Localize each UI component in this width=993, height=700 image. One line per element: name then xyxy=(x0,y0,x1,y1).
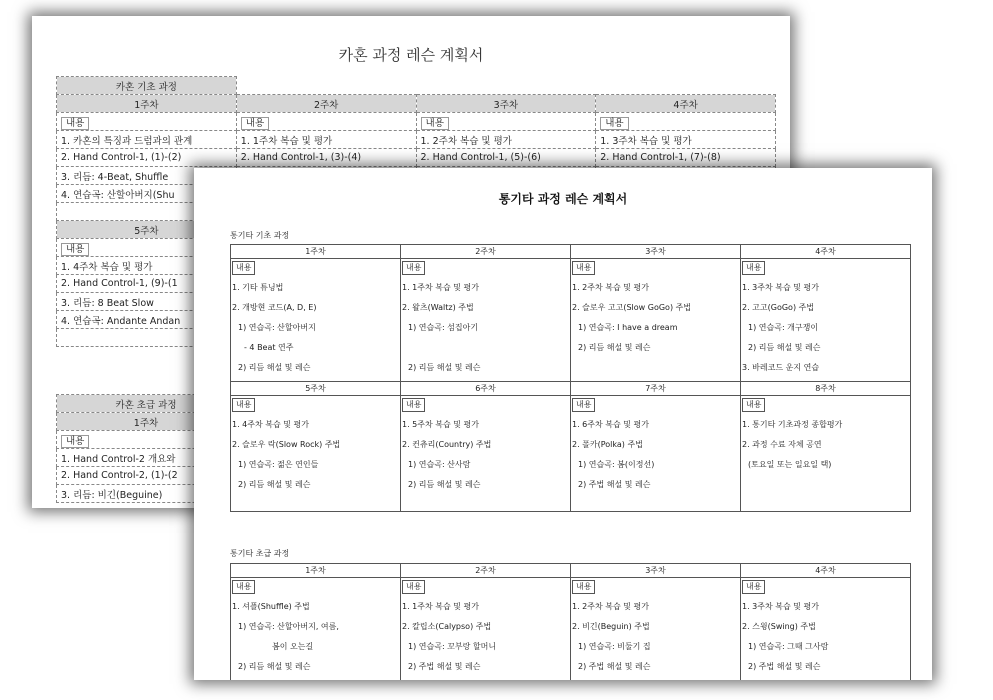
plan-line: 2. 칼립소(Calypso) 주법 xyxy=(402,622,492,631)
plan-line: 1) 연습곡: 봄(이정선) xyxy=(578,460,655,469)
week-cell xyxy=(231,259,401,382)
content-tag: 내용 xyxy=(572,580,595,594)
plan-line: 2) 리듬 해설 및 레슨 xyxy=(748,343,821,352)
week-header: 1주차 xyxy=(231,245,401,259)
week-cell xyxy=(231,578,401,681)
week-header: 2주차 xyxy=(236,95,416,113)
plan-line: 2) 리듬 해설 및 레슨 xyxy=(238,363,311,372)
content-label-cell xyxy=(236,113,416,131)
plan-line: 1) 연습곡: 섬집아기 xyxy=(408,323,479,332)
plan-line: 3. 리듬: 비긴(Beguine) xyxy=(57,485,236,503)
plan-line: 2. 과정 수료 자체 공연 xyxy=(742,440,822,449)
plan-line: 1) 연습곡: 산할아버지, 여름, xyxy=(238,622,339,631)
content-label: 내용 xyxy=(421,117,449,130)
week-header: 6주차 xyxy=(401,382,571,396)
plan-line: 2) 주법 해설 및 레슨 xyxy=(578,480,651,489)
content-tag: 내용 xyxy=(742,580,765,594)
week-header: 2주차 xyxy=(401,564,571,578)
content-tag: 내용 xyxy=(742,261,765,275)
plan-line: 2. 컨츄리(Country) 주법 xyxy=(402,440,492,449)
content-tag: 내용 xyxy=(742,398,765,412)
plan-line: 2) 리듬 해설 및 레슨 xyxy=(408,363,481,372)
week-header: 2주차 xyxy=(401,245,571,259)
plan-line: 2. 개방현 코드(A, D, E) xyxy=(232,303,317,312)
plan-line: 2) 리듬 해설 및 레슨 xyxy=(578,343,651,352)
plan-line: 3. 리듬: 8 Beat Slow xyxy=(57,293,237,311)
week-header: 3주차 xyxy=(571,564,741,578)
plan-line: 4. 연습곡: 산할아버지(Shu xyxy=(57,185,237,203)
content-tag: 내용 xyxy=(232,398,255,412)
content-tag: 내용 xyxy=(232,261,255,275)
plan-line: 2. Hand Control-1, (7)-(8) xyxy=(596,149,776,167)
week-cell xyxy=(571,396,741,512)
plan-line: 1. 3주차 복습 및 평가 xyxy=(742,283,819,292)
plan-line: 2. 고고(GoGo) 주법 xyxy=(742,303,815,312)
plan-line: 1. 4주차 복습 및 평가 xyxy=(232,420,309,429)
plan-line: 2. 스윙(Swing) 주법 xyxy=(742,622,816,631)
content-label: 내용 xyxy=(61,117,89,130)
plan-line: 1. 6주차 복습 및 평가 xyxy=(572,420,649,429)
plan-line: 1) 연습곡: 그때 그사람 xyxy=(748,642,829,651)
plan-line: 봄이 오는길 xyxy=(272,642,314,651)
plan-line: 2) 리듬 해설 및 레슨 xyxy=(408,480,481,489)
plan-line: 1) 연습곡: 산할아버지 xyxy=(238,323,316,332)
plan-line: 1. 2주차 복습 및 평가 xyxy=(572,602,649,611)
plan-line: 2. Hand Control-2, (1)-(2 xyxy=(57,467,236,485)
guitar-beginner-table xyxy=(230,563,911,680)
week-header: 1주차 xyxy=(57,413,236,431)
week-header: 5주차 xyxy=(57,221,237,239)
plan-line xyxy=(742,476,909,496)
content-tag: 내용 xyxy=(402,580,425,594)
week-header: 3주차 xyxy=(571,245,741,259)
plan-line: 1. 2주차 복습 및 평가 xyxy=(416,131,596,149)
week-header: 8주차 xyxy=(741,382,911,396)
plan-line: 2) 주법 해설 및 레슨 xyxy=(408,662,481,671)
plan-line: 1. 카혼의 특징과 드럼과의 관계 xyxy=(57,131,237,149)
guitar-plan-title: 통기타 과정 레슨 계획서 xyxy=(498,192,628,206)
plan-line: 4. 연습곡: Andante Andan xyxy=(57,311,237,329)
plan-line: 1. 3주차 복습 및 평가 xyxy=(742,602,819,611)
cajon-beginner-caption: 카혼 초급 과정 xyxy=(57,395,236,413)
content-label: 내용 xyxy=(61,435,89,448)
plan-line: 1) 연습곡: 꼬부랑 할머니 xyxy=(408,642,497,651)
plan-line: 1) 연습곡: I have a dream xyxy=(578,323,678,332)
guitar-basic-table xyxy=(230,244,911,512)
week-header: 4주차 xyxy=(596,95,776,113)
plan-line: 1. 3주차 복습 및 평가 xyxy=(596,131,776,149)
content-tag: 내용 xyxy=(232,580,255,594)
content-label-cell xyxy=(596,113,776,131)
plan-line: 1. 1주차 복습 및 평가 xyxy=(402,602,479,611)
plan-line: 2. Hand Control-1, (1)-(2) xyxy=(57,149,237,167)
plan-line: 1) 연습곡: 산사람 xyxy=(408,460,471,469)
guitar-plan-page xyxy=(194,168,932,680)
content-tag: 내용 xyxy=(572,398,595,412)
plan-line: 2. Hand Control-1, (9)-(1 xyxy=(57,275,237,293)
content-label: 내용 xyxy=(241,117,269,130)
plan-line: 2. 폴카(Polka) 주법 xyxy=(572,440,643,449)
week-header: 4주차 xyxy=(741,245,911,259)
plan-line: 1. 셔플(Shuffle) 주법 xyxy=(232,602,310,611)
week-header: 7주차 xyxy=(571,382,741,396)
plan-line: 2) 리듬 해설 및 레슨 xyxy=(238,662,311,671)
week-cell xyxy=(231,396,401,512)
week-header: 1주차 xyxy=(231,564,401,578)
plan-line: 1. 2주차 복습 및 평가 xyxy=(572,283,649,292)
content-tag: 내용 xyxy=(572,261,595,275)
content-label: 내용 xyxy=(61,243,89,256)
cajon-basic-caption: 카혼 기초 과정 xyxy=(57,77,237,95)
plan-line: 1. 5주차 복습 및 평가 xyxy=(402,420,479,429)
week-cell xyxy=(741,396,911,512)
plan-line: 2. 슬로우 고고(Slow GoGo) 주법 xyxy=(572,303,692,312)
week-cell xyxy=(401,396,571,512)
plan-line: 2. 슬로우 락(Slow Rock) 주법 xyxy=(232,440,341,449)
week-cell xyxy=(741,259,911,382)
plan-line: 1) 연습곡: 개구쟁이 xyxy=(748,323,819,332)
guitar-basic-label: 통기타 기초 과정 xyxy=(230,231,290,240)
content-label-cell xyxy=(416,113,596,131)
content-label-cell xyxy=(57,113,237,131)
plan-line: 2. Hand Control-1, (3)-(4) xyxy=(236,149,416,167)
week-header: 5주차 xyxy=(231,382,401,396)
cajon-plan-title: 카혼 과정 레슨 계획서 xyxy=(338,46,484,64)
plan-line: 2) 리듬 해설 및 레슨 xyxy=(238,480,311,489)
plan-line: 2. 왈츠(Waltz) 주법 xyxy=(402,303,474,312)
guitar-beginner-label: 통기타 초급 과정 xyxy=(230,549,290,558)
plan-line: - 4 Beat 연주 xyxy=(244,343,294,352)
plan-line: 1) 연습곡: 비둘기 집 xyxy=(578,642,651,651)
week-cell xyxy=(401,259,571,382)
content-tag: 내용 xyxy=(402,261,425,275)
week-cell xyxy=(401,578,571,681)
week-header: 1주차 xyxy=(57,95,237,113)
content-label: 내용 xyxy=(600,117,628,130)
week-header: 4주차 xyxy=(741,564,911,578)
plan-line: 1. Hand Control-2 개요와 xyxy=(57,449,236,467)
plan-line xyxy=(402,339,569,359)
plan-line: 2) 주법 해설 및 레슨 xyxy=(578,662,651,671)
plan-line: 1. 1주차 복습 및 평가 xyxy=(402,283,479,292)
plan-line xyxy=(572,359,739,379)
week-cell xyxy=(571,259,741,382)
plan-line: 3. 리듬: 4-Beat, Shuffle xyxy=(57,167,237,185)
week-header: 3주차 xyxy=(416,95,596,113)
plan-line: 1. 1주차 복습 및 평가 xyxy=(236,131,416,149)
plan-line: 1. 기타 튜닝법 xyxy=(232,283,284,292)
week-cell xyxy=(741,578,911,681)
plan-line: (토요일 또는 일요일 택) xyxy=(748,460,832,469)
content-tag: 내용 xyxy=(402,398,425,412)
plan-line: 2. 비긴(Beguin) 주법 xyxy=(572,622,650,631)
plan-line: 1) 연습곡: 젊은 연인들 xyxy=(238,460,319,469)
plan-line: 1. 4주차 복습 및 평가 xyxy=(57,257,237,275)
plan-line: 1. 통기타 기초과정 종합평가 xyxy=(742,420,843,429)
plan-line: 2. Hand Control-1, (5)-(6) xyxy=(416,149,596,167)
week-cell xyxy=(571,578,741,681)
plan-line: 2) 주법 해설 및 레슨 xyxy=(748,662,821,671)
plan-line: 3. 바레코드 운지 연습 xyxy=(742,363,820,372)
